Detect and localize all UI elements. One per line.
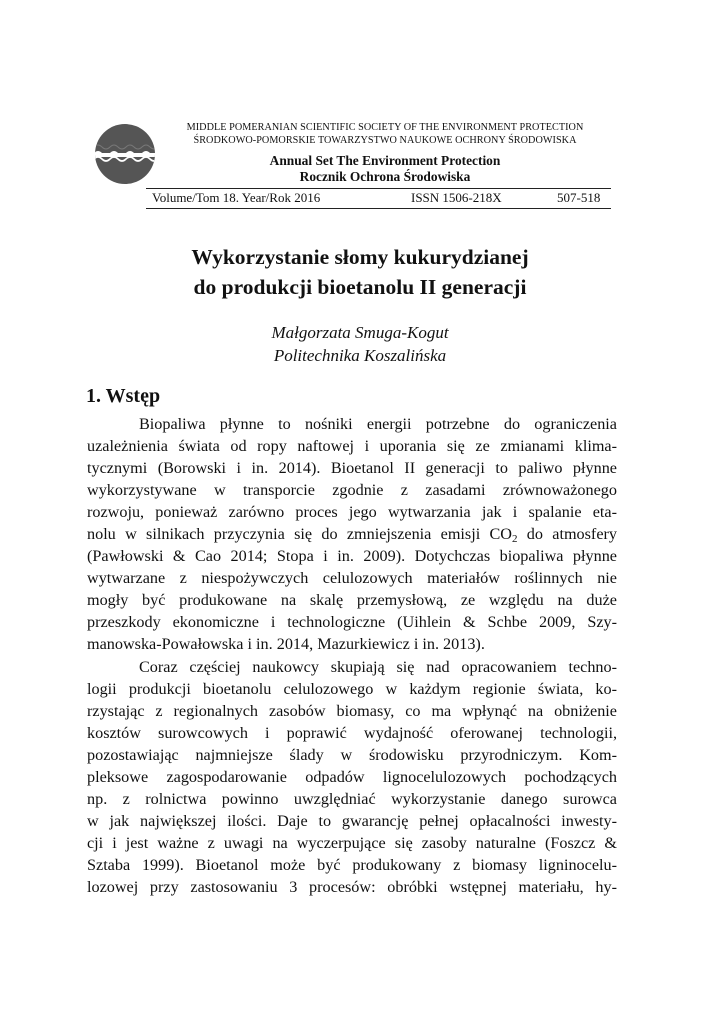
paragraph-1-line: przeszkody ekonomiczne i technologiczne (Uihlein & Schbe 2009, Szy- <box>87 613 617 631</box>
author-affiliation: Politechnika Koszalińska <box>273 346 447 365</box>
paragraph-1-line: (Pawłowski & Cao 2014; Stopa i in. 2009). Dotychczas biopaliwa płynne <box>87 547 617 565</box>
paragraph-1-line: Biopaliwa płynne to nośniki energii potrzebne do ograniczenia <box>139 415 617 433</box>
paragraph-2-line: kosztów surowcowych i poprawić wydajność oferowanej technologii, <box>87 724 617 742</box>
paragraph-1-line: uzależnienia świata od ropy naftowej i uporania się ze zmianami klima- <box>87 437 617 455</box>
paragraph-1-line: tycznymi (Borowski i in. 2014). Bioetanol II generacji to paliwo płynne <box>87 459 617 477</box>
article-title-line-2: do produkcji bioetanolu II generacji <box>193 275 527 299</box>
header-rule-top <box>146 188 611 189</box>
issn: ISSN 1506-218X <box>411 190 502 205</box>
paragraph-2-line: lozowej przy zastosowaniu 3 procesów: obróbki wstępnej materiału, hy- <box>87 878 617 896</box>
section-heading: 1. Wstęp <box>86 385 161 407</box>
paragraph-2-line: Sztaba 1999). Bioetanol może być produkowany z biomasy ligninocelu- <box>87 856 617 874</box>
paragraph-2-line: rzystając z regionalnych zasobów biomasy, co ma wpłynąć na obniżenie <box>87 702 617 720</box>
volume-year: Volume/Tom 18. Year/Rok 2016 <box>152 190 321 205</box>
paragraph-1-line: rozwoju, ponieważ zarówno proces jego wytwarzania jak i spalanie eta- <box>87 503 617 521</box>
subscript-2: 2 <box>511 533 518 545</box>
society-logo-icon <box>94 123 156 185</box>
article-title-line-1: Wykorzystanie słomy kukurydzianej <box>191 245 529 269</box>
paragraph-1-line: wytwarzane z niespożywczych celulozowych materiałów roślinnych nie <box>87 569 617 587</box>
paragraph-1-line: manowska-Powałowska i in. 2014, Mazurkiewicz i in. 2013). <box>87 635 485 653</box>
paragraph-2-line: w jak największej ilości. Daje to gwarancję pełnej opłacalności inwesty- <box>87 812 617 830</box>
society-name-en: MIDDLE POMERANIAN SCIENTIFIC SOCIETY OF THE ENVIRONMENT PROTECTION <box>186 122 584 133</box>
paragraph-2-line: np. z rolnictwa powinno uwzględniać wykorzystanie danego surowca <box>87 790 617 808</box>
paragraph-2-line: pozostawiając najmniejsze ślady w środowisku przyrodniczym. Kom- <box>87 746 617 764</box>
paragraph-1-line: mogły być produkowane na skalę przemysłową, ze względu na duże <box>87 591 617 609</box>
paragraph-1-line <box>87 523 617 545</box>
paragraph-2-line: cji i jest ważne z uwagi na wyczerpujące się zasoby naturalne (Foszcz & <box>87 834 617 852</box>
paragraph-1-text: nolu w silnikach przyczynia się do zmniejszenia emisji CO <box>87 525 512 543</box>
journal-name-pl: Rocznik Ochrona Środowiska <box>299 169 471 184</box>
society-name-pl: ŚRODKOWO-POMORSKIE TOWARZYSTWO NAUKOWE OCHRONY ŚRODOWISKA <box>193 135 577 146</box>
page-range: 507-518 <box>557 190 601 205</box>
paragraph-2-line: logii produkcji bioetanolu celulozowego w każdym regionie świata, ko- <box>87 680 617 698</box>
paragraph-1-text: do atmosfery <box>517 525 617 543</box>
journal-name-en: Annual Set The Environment Protection <box>269 153 501 168</box>
author-name: Małgorzata Smuga-Kogut <box>271 323 449 342</box>
paragraph-2-line: Coraz częściej naukowcy skupiają się nad opracowaniem techno- <box>139 658 617 676</box>
header-rule-bottom <box>146 208 611 209</box>
paragraph-2-line: pleksowe zagospodarowanie odpadów lignocelulozowych pochodzących <box>87 768 617 786</box>
paragraph-1-line: wykorzystywane w transporcie zgodnie z zasadami zrównoważonego <box>87 481 617 499</box>
